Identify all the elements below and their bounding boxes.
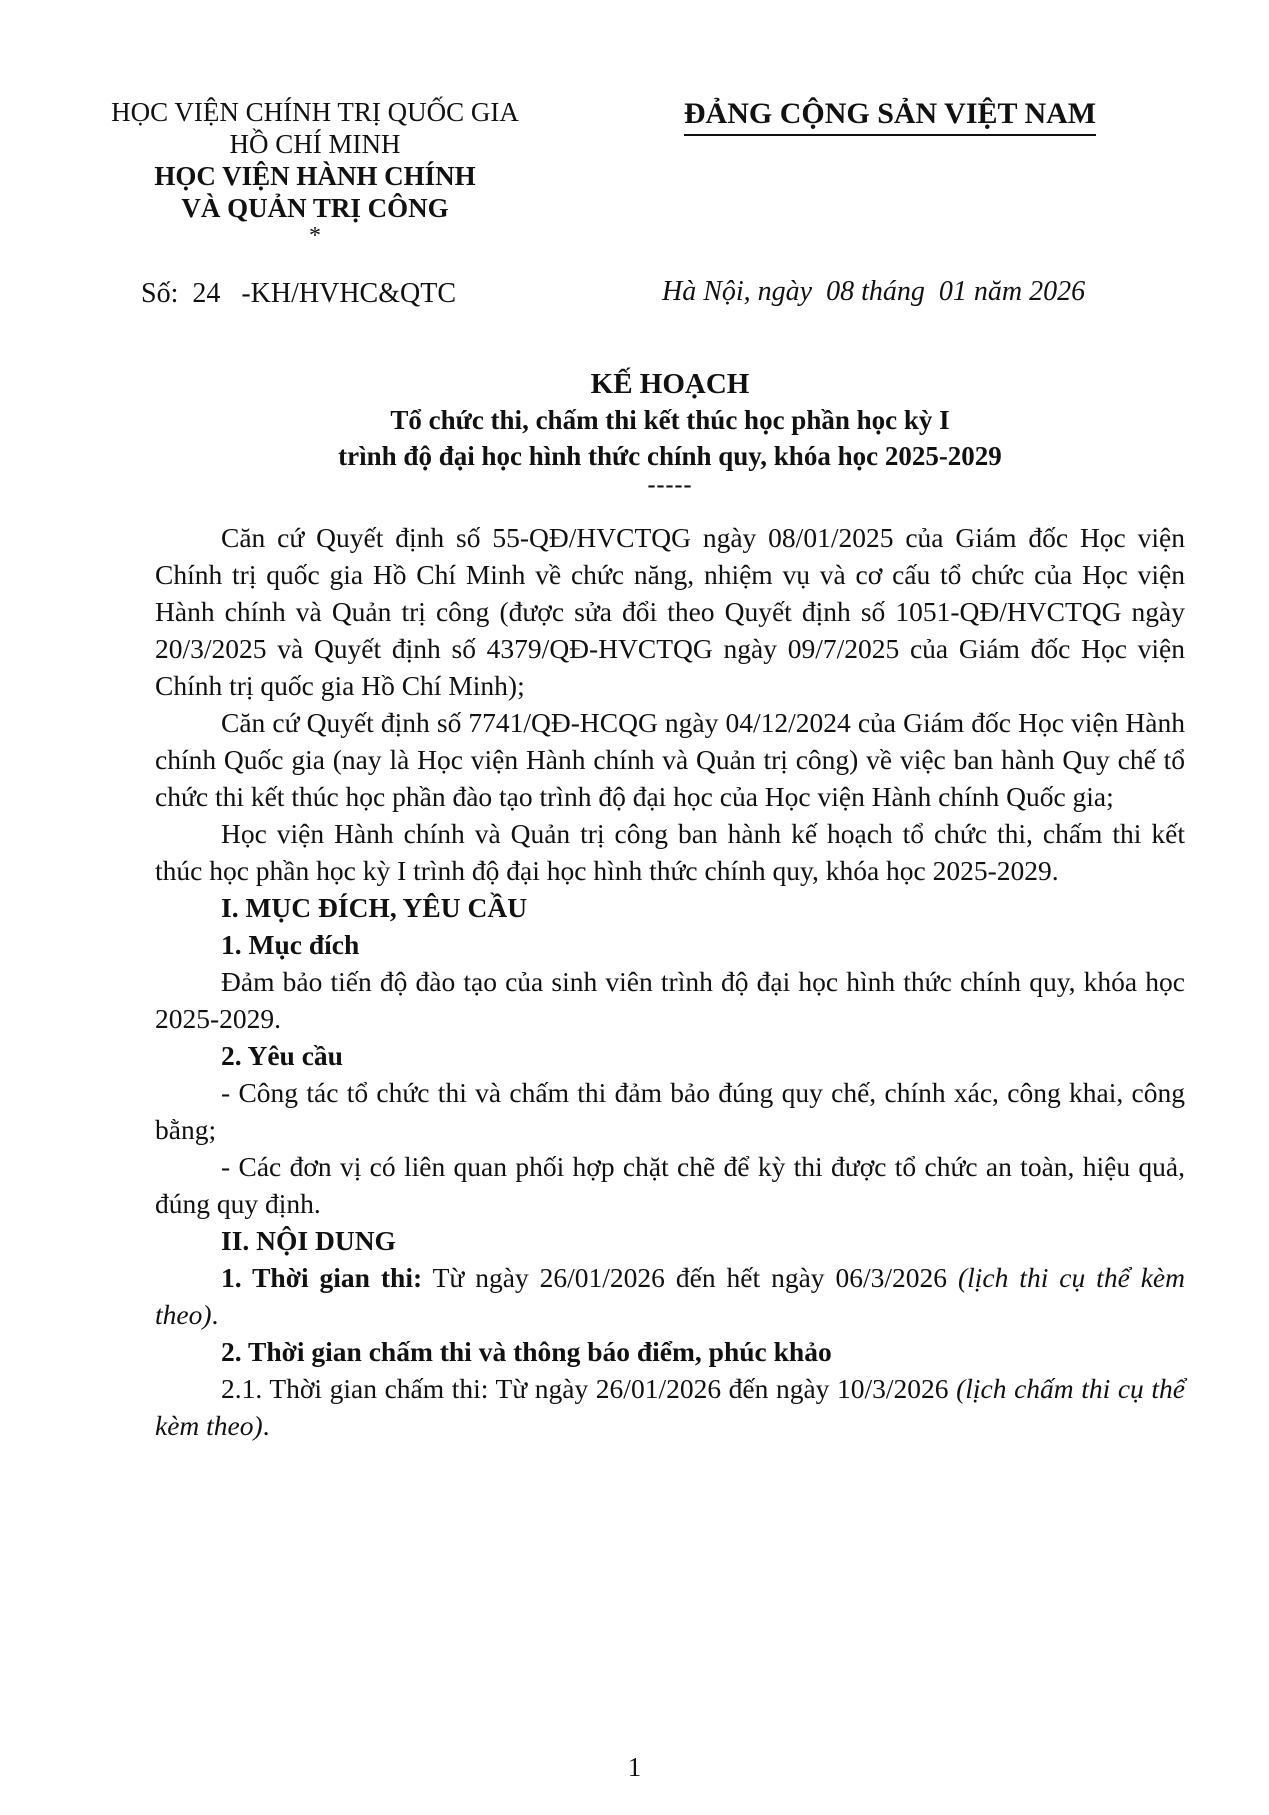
exam-time-paragraph — [155, 1259, 1185, 1333]
org-name-line-2: VÀ QUẢN TRỊ CÔNG — [181, 193, 449, 223]
org-name-line-1: HỌC VIỆN HÀNH CHÍNH — [154, 161, 476, 191]
subsection-heading: 2. Yêu cầu — [221, 1040, 343, 1071]
parent-org-line-1: HỌC VIỆN CHÍNH TRỊ QUỐC GIA — [111, 97, 519, 127]
section-heading: I. MỤC ĐÍCH, YÊU CẦU — [221, 892, 528, 923]
place-and-date: Hà Nội, ngày 08 tháng 01 năm 2026 — [662, 276, 1086, 307]
document-subtitle-line-2: trình độ đại học hình thức chính quy, khóa học 2025-2029 — [338, 441, 1002, 471]
document-subtitle-line-1: Tổ chức thi, chấm thi kết thúc học phần học kỳ I — [390, 405, 950, 435]
requirement-item: - Công tác tổ chức thi và chấm thi đảm bảo đúng quy chế, chính xác, công khai, công bằng; — [155, 1077, 1185, 1145]
exam-time-note: (lịch thi cụ thể kèm theo) — [155, 1262, 1186, 1330]
grading-time-note: (lịch chấm thi cụ thể kèm theo) — [155, 1373, 1185, 1441]
subsection-heading: 1. Mục đích — [221, 929, 360, 960]
preamble-paragraph: Căn cứ Quyết định số 55-QĐ/HVCTQG ngày 08/01/2025 của Giám đốc Học viện Chính trị quốc gia Hồ Chí Minh về chức năng, nhiệm vụ và cơ cấu tổ chức của Học viện Hành chính và Quản trị công (được sửa đổi theo Quyết định số 1051-QĐ/HVCTQG ngày 20/3/2025 và Quyết định số 4379/QĐ-HVCTQG ngày 09/7/2025 của Giám đốc Học viện Chính trị quốc gia Hồ Chí Minh); — [155, 522, 1185, 701]
grading-time-text: 2.1. Thời gian chấm thi: Từ ngày 26/01/2026 đến ngày 10/3/2026 — [221, 1373, 957, 1404]
preamble-paragraph: Học viện Hành chính và Quản trị công ban hành kế hoạch tổ chức thi, chấm thi kết thúc học phần học kỳ I trình độ đại học hình thức chính quy, khóa học 2025-2029. — [155, 818, 1185, 886]
exam-time-label: 1. Thời gian thi: — [221, 1262, 423, 1293]
party-name: ĐẢNG CỘNG SẢN VIỆT NAM — [684, 96, 1096, 136]
title-divider: ----- — [647, 472, 693, 498]
requirement-item: - Các đơn vị có liên quan phối hợp chặt chẽ để kỳ thi được tổ chức an toàn, hiệu quả, đúng quy định. — [155, 1151, 1185, 1219]
page-number: 1 — [627, 1752, 642, 1782]
subsection-heading: 2. Thời gian chấm thi và thông báo điểm, phúc khảo — [221, 1336, 832, 1367]
preamble-paragraph: Căn cứ Quyết định số 7741/QĐ-HCQG ngày 04/12/2024 của Giám đốc Học viện Hành chính Quốc gia (nay là Học viện Hành chính và Quản trị công) về việc ban hành Quy chế tổ chức thi kết thúc học phần đào tạo trình độ đại học của Học viện Hành chính Quốc gia; — [155, 707, 1185, 812]
party-header-block — [660, 96, 1120, 136]
exam-time-text: Từ ngày 26/01/2026 đến hết ngày 06/3/2026 — [422, 1262, 958, 1293]
document-type: KẾ HOẠCH — [590, 368, 750, 400]
document-title-block — [150, 366, 1190, 496]
section-heading: II. NỘI DUNG — [221, 1225, 396, 1256]
parent-org-line-2: HỒ CHÍ MINH — [229, 129, 401, 159]
grading-time-end: . — [262, 1410, 270, 1441]
document-number: Số: 24 -KH/HVHC&QTC — [141, 278, 457, 309]
grading-time-paragraph — [155, 1370, 1185, 1444]
exam-time-end: . — [211, 1299, 219, 1330]
issuing-agency-block — [80, 96, 550, 249]
star-mark: * — [309, 223, 321, 249]
document-body — [155, 519, 1185, 1444]
purpose-paragraph: Đảm bảo tiến độ đào tạo của sinh viên trình độ đại học hình thức chính quy, khóa học 2025-2029. — [155, 966, 1185, 1034]
